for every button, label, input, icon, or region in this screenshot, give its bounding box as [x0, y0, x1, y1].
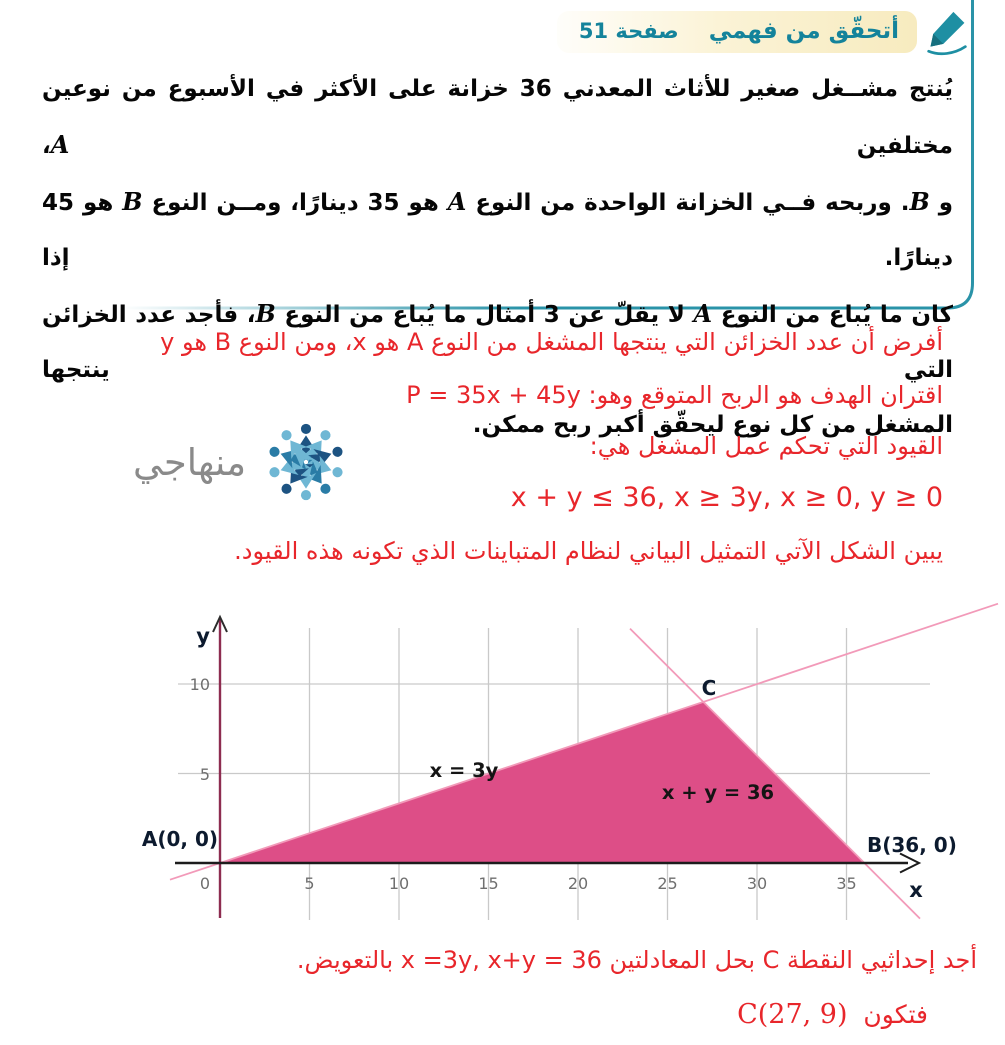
problem-text: . وربحه فــي الخزانة الواحدة من النوع	[466, 190, 910, 216]
equation-label-xy36: x + y = 36	[661, 781, 775, 804]
footer-text: أجد إحداثيي النقطة	[779, 946, 977, 974]
vertex-B-label: B(36, 0)	[867, 833, 957, 857]
footer-text: بالتعويض.	[296, 946, 401, 974]
point-C-ref: C	[762, 946, 780, 974]
problem-text: هو 35 دينارًا، ومــن النوع	[142, 190, 448, 216]
publisher-logo	[133, 416, 352, 508]
x-tick-30: 30	[746, 874, 768, 893]
equation-label-x3y: x = 3y	[429, 759, 499, 782]
type-B-var: B	[255, 299, 276, 328]
footer-text: فتكون	[863, 1000, 928, 1029]
y-tick-10: 10	[189, 675, 210, 694]
x-tick-10: 10	[388, 874, 410, 893]
type-B-var: B	[909, 187, 930, 216]
equations-ref: x =3y, x+y = 36	[400, 946, 602, 974]
y-axis-label: y	[196, 624, 210, 648]
var-A: A	[406, 328, 424, 356]
objective-function: P = 35x + 45y	[406, 381, 581, 409]
x-tick-35: 35	[836, 874, 857, 893]
solution-text: أفرض أن عدد الخزائن التي ينتجها المشغل من النوع	[423, 328, 943, 356]
solution-constraints-intro	[590, 432, 943, 460]
problem-text: هو 45 دينارًا. إذا	[42, 190, 953, 271]
solution-text: يبين الشكل الآتي التمثيل البياني لنظام المتباينات الذي تكونه هذه القيود.	[234, 537, 943, 565]
origin-tick: 0	[199, 874, 210, 893]
var-y: y	[160, 328, 175, 356]
x-tick-5: 5	[304, 874, 315, 893]
spacer	[848, 1000, 864, 1029]
var-B: B	[214, 328, 232, 356]
footer-solve-line	[297, 946, 977, 974]
constraint-inequalities: x + y ≤ 36, x ≥ 3y, x ≥ 0, y ≥ 0	[510, 482, 943, 513]
problem-text: المشغل من كل نوع ليحقّق أكبر ربح ممكن.	[472, 412, 953, 438]
section-title: أتحقّق من فهمي	[708, 18, 899, 44]
x-axis-label: x	[909, 878, 923, 902]
problem-text: كان ما يُباع من النوع	[712, 302, 953, 328]
footer-text: بحل المعادلتين	[601, 946, 763, 974]
solution-assumption	[160, 328, 943, 356]
solution-text: اقتران الهدف هو الربح المتوقع وهو:	[580, 381, 943, 409]
page-number-label: صفحة 51	[578, 19, 679, 43]
solution-text: ، ومن النوع	[231, 328, 353, 356]
problem-line-2	[42, 174, 953, 286]
problem-text: ، فأجد عدد الخزائن التي ينتجها	[42, 302, 953, 383]
logo-wordmark: منهاجي	[133, 440, 247, 484]
logo-emblem-icon	[260, 416, 352, 508]
point-C-coordinates: C(27, 9)	[737, 999, 848, 1030]
solution-text: هو	[174, 328, 215, 356]
problem-text: ،	[42, 133, 51, 159]
type-A-var: A	[447, 187, 467, 216]
vertex-A-label: A(0, 0)	[141, 827, 218, 851]
var-x: x	[352, 328, 367, 356]
vertex-C-label: C	[701, 676, 717, 700]
type-B-var: B	[122, 187, 143, 216]
solution-objective	[406, 381, 943, 409]
solution-text: هو	[366, 328, 407, 356]
type-A-var: A	[50, 130, 70, 159]
header-pill	[557, 11, 917, 53]
header-badge	[557, 7, 969, 57]
footer-result-line	[737, 999, 928, 1030]
type-A-var: A	[693, 299, 713, 328]
problem-text: يُنتج مشــغل صغير للأثاث المعدني 36 خزانة على الأكثر في الأسبوع من نوعين مختلفين	[42, 76, 953, 159]
x-tick-20: 20	[567, 874, 589, 893]
feasible-region-graph	[130, 598, 1005, 930]
solution-figure-caption	[234, 537, 943, 565]
solution-text: القيود التي تحكم عمل المشغل هي:	[589, 432, 943, 460]
problem-text: لا يقلّ عن 3 أمثال ما يُباع من النوع	[275, 302, 694, 328]
pencil-icon	[925, 7, 969, 57]
problem-line-1	[42, 62, 953, 174]
x-tick-25: 25	[657, 874, 678, 893]
y-tick-5: 5	[199, 765, 210, 784]
problem-text: و	[929, 190, 953, 216]
solution-constraints	[511, 482, 943, 513]
x-tick-15: 15	[478, 874, 499, 893]
